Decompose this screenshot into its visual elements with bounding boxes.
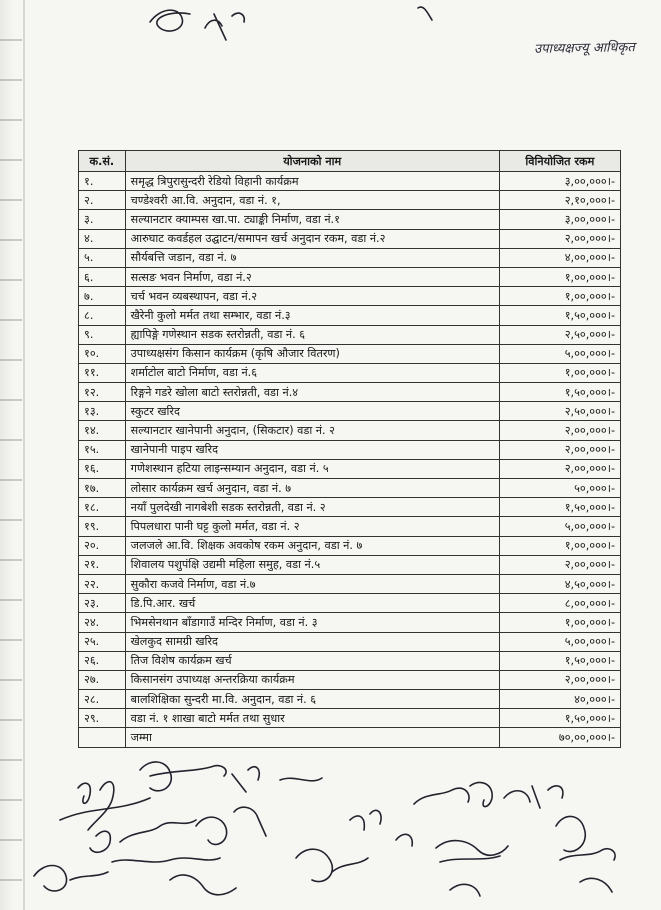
row-allocated-amount: १,००,०००।- — [499, 363, 620, 382]
row-allocated-amount: २,००,०००।- — [499, 670, 620, 689]
table-header-row — [79, 151, 621, 172]
row-allocated-amount: १,५०,०००।- — [499, 383, 620, 402]
row-project-name: पिपलधारा पानी घट्ट कुलो मर्मत, वडा नं. २ — [125, 517, 499, 536]
table-row — [79, 287, 621, 306]
row-project-name: सौर्यबत्ति जडान, वडा नं. ७ — [125, 248, 499, 267]
table-row — [79, 267, 621, 286]
table-body — [79, 172, 621, 728]
row-serial-number: ९. — [79, 325, 126, 344]
header-allocated-amount: विनियोजित रकम — [499, 151, 620, 172]
table-row — [79, 632, 621, 651]
row-allocated-amount: ४०,०००।- — [499, 690, 620, 709]
table-row — [79, 670, 621, 689]
row-serial-number: १५. — [79, 440, 126, 459]
row-serial-number: २६. — [79, 651, 126, 670]
row-project-name: सत्सङ भवन निर्माण, वडा नं.२ — [125, 267, 499, 286]
row-project-name: शिवालय पशुपंक्षि उद्यमी महिला समुह, वडा नं.५ — [125, 555, 499, 574]
row-allocated-amount: ३,००,०००।- — [499, 172, 620, 191]
row-serial-number: ५. — [79, 248, 126, 267]
row-serial-number: २०. — [79, 536, 126, 555]
row-allocated-amount: ५,००,०००।- — [499, 632, 620, 651]
row-allocated-amount: १,५०,०००।- — [499, 498, 620, 517]
row-serial-number: २२. — [79, 574, 126, 593]
row-allocated-amount: १,५०,०००।- — [499, 306, 620, 325]
row-allocated-amount: २,००,०००।- — [499, 440, 620, 459]
row-project-name: गणेशस्थान हटिया लाइन्सम्यान अनुदान, वडा नं. ५ — [125, 459, 499, 478]
row-project-name: भिमसेनथान बाँडागाउँ मन्दिर निर्माण, वडा नं. ३ — [125, 613, 499, 632]
table-row — [79, 709, 621, 728]
table-row — [79, 306, 621, 325]
table-row — [79, 555, 621, 574]
total-row — [79, 728, 621, 747]
row-allocated-amount: ५,००,०००।- — [499, 344, 620, 363]
row-allocated-amount: ३,००,०००।- — [499, 210, 620, 229]
row-project-name: तिज विशेष कार्यक्रम खर्च — [125, 651, 499, 670]
row-serial-number: २३. — [79, 594, 126, 613]
row-allocated-amount: २,००,०००।- — [499, 229, 620, 248]
row-allocated-amount: १,५०,०००।- — [499, 709, 620, 728]
table-row — [79, 402, 621, 421]
row-serial-number: २१. — [79, 555, 126, 574]
margin-rules — [0, 0, 30, 910]
row-serial-number: ६. — [79, 267, 126, 286]
table-row — [79, 421, 621, 440]
row-serial-number: २९. — [79, 709, 126, 728]
row-allocated-amount: ५०,०००।- — [499, 479, 620, 498]
row-allocated-amount: ५,००,०००।- — [499, 517, 620, 536]
row-allocated-amount: १,००,०००।- — [499, 287, 620, 306]
total-amount: ७०,००,०००।- — [499, 728, 620, 747]
row-project-name: आरुघाट कवर्डहल उद्घाटन/समापन खर्च अनुदान रकम, वडा नं.२ — [125, 229, 499, 248]
table-row — [79, 613, 621, 632]
row-serial-number: १३. — [79, 402, 126, 421]
row-project-name: समृद्ध त्रिपुरासुन्दरी रेडियो विहानी कार्यक्रम — [125, 172, 499, 191]
row-project-name: खैरेनी कुलो मर्मत तथा सम्भार, वडा नं.३ — [125, 306, 499, 325]
table-row — [79, 517, 621, 536]
table-row — [79, 459, 621, 478]
table-row — [79, 498, 621, 517]
row-project-name: रिङ्गने गडरे खोला बाटो स्तरोन्नती, वडा नं.४ — [125, 383, 499, 402]
handwritten-header-note: उपाध्यक्षज्यू आधिकृत — [534, 40, 636, 57]
row-project-name: उपाध्यक्षसंग किसान कार्यक्रम (कृषि औजार वितरण) — [125, 344, 499, 363]
row-allocated-amount: २,००,०००।- — [499, 421, 620, 440]
row-project-name: डि.पि.आर. खर्च — [125, 594, 499, 613]
table-row — [79, 440, 621, 459]
row-serial-number: १७. — [79, 479, 126, 498]
row-project-name: जलजले आ.वि. शिक्षक अवकोष रकम अनुदान, वडा नं. ७ — [125, 536, 499, 555]
row-serial-number: १४. — [79, 421, 126, 440]
table-row — [79, 651, 621, 670]
row-serial-number: ७. — [79, 287, 126, 306]
row-serial-number: १२. — [79, 383, 126, 402]
header-serial-number: क.सं. — [79, 151, 126, 172]
row-serial-number: ११. — [79, 363, 126, 382]
row-allocated-amount: ८,००,०००।- — [499, 594, 620, 613]
row-allocated-amount: १,५०,०००।- — [499, 651, 620, 670]
row-project-name: सल्यानटार खानेपानी अनुदान, (सिकटार) वडा नं. २ — [125, 421, 499, 440]
table-row — [79, 172, 621, 191]
row-project-name: शर्माटोल बाटो निर्माण, वडा नं.६ — [125, 363, 499, 382]
row-allocated-amount: २,५०,०००।- — [499, 402, 620, 421]
row-project-name: स्कुटर खरिद — [125, 402, 499, 421]
row-allocated-amount: २,००,०००।- — [499, 555, 620, 574]
row-serial-number: १६. — [79, 459, 126, 478]
total-label: जम्मा — [125, 728, 499, 747]
budget-table — [78, 150, 621, 748]
row-project-name: चण्डेश्वरी आ.वि. अनुदान, वडा नं. १, — [125, 191, 499, 210]
row-serial-number: २७. — [79, 670, 126, 689]
row-serial-number: १९. — [79, 517, 126, 536]
row-allocated-amount: ४,००,०००।- — [499, 248, 620, 267]
row-project-name: ह्यापिङ्गे गणेस्थान सडक स्तरोन्नती, वडा नं. ६ — [125, 325, 499, 344]
row-serial-number: २५. — [79, 632, 126, 651]
table-row — [79, 210, 621, 229]
row-project-name: वडा नं. १ शाखा बाटो मर्मत तथा सुधार — [125, 709, 499, 728]
row-allocated-amount: २,५०,०००।- — [499, 325, 620, 344]
row-serial-number: १०. — [79, 344, 126, 363]
row-serial-number: ८. — [79, 306, 126, 325]
row-project-name: सल्यानटार क्याम्पस खा.पा. ट्याङ्की निर्माण, वडा नं.१ — [125, 210, 499, 229]
row-serial-number: ४. — [79, 229, 126, 248]
table-row — [79, 690, 621, 709]
row-project-name: सुकौरा कजवे निर्माण, वडा नं.७ — [125, 574, 499, 593]
table-row — [79, 574, 621, 593]
row-project-name: लोसार कार्यक्रम खर्च अनुदान, वडा नं. ७ — [125, 479, 499, 498]
header-project-name: योजनाको नाम — [125, 151, 499, 172]
row-project-name: बालशिक्षिका सुन्दरी मा.वि. अनुदान, वडा नं. ६ — [125, 690, 499, 709]
row-serial-number: २४. — [79, 613, 126, 632]
table-row — [79, 248, 621, 267]
row-allocated-amount: ४,५०,०००।- — [499, 574, 620, 593]
table-row — [79, 363, 621, 382]
row-serial-number: ३. — [79, 210, 126, 229]
row-project-name: खानेपानी पाइप खरिद — [125, 440, 499, 459]
table-row — [79, 536, 621, 555]
table-row — [79, 344, 621, 363]
row-allocated-amount: १,००,०००।- — [499, 613, 620, 632]
table-row — [79, 191, 621, 210]
row-serial-number: २८. — [79, 690, 126, 709]
row-project-name: नयाँ पुलदेखी नागबेशी सडक स्तरोन्नती, वडा नं. २ — [125, 498, 499, 517]
table-row — [79, 479, 621, 498]
row-allocated-amount: १,००,०००।- — [499, 536, 620, 555]
row-serial-number: १८. — [79, 498, 126, 517]
row-project-name: खेलकुद सामग्री खरिद — [125, 632, 499, 651]
row-serial-number: १. — [79, 172, 126, 191]
total-serial-cell — [79, 728, 126, 747]
row-allocated-amount: २,००,०००।- — [499, 459, 620, 478]
row-allocated-amount: २,१०,०००।- — [499, 191, 620, 210]
row-serial-number: २. — [79, 191, 126, 210]
table-row — [79, 594, 621, 613]
row-project-name: किसानसंग उपाध्यक्ष अन्तरक्रिया कार्यक्रम — [125, 670, 499, 689]
row-allocated-amount: १,००,०००।- — [499, 267, 620, 286]
table-row — [79, 229, 621, 248]
table-row — [79, 383, 621, 402]
row-project-name: चर्च भवन व्यबस्थापन, वडा नं.२ — [125, 287, 499, 306]
table-row — [79, 325, 621, 344]
